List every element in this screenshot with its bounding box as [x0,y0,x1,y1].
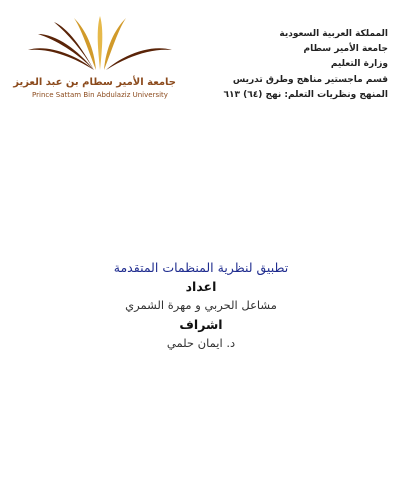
header-department: قسم ماجستير مناهج وطرق تدريس [232,74,388,85]
university-english-name: Prince Sattam Bin Abdulaziz University [32,91,168,99]
authors: مشاعل الحربي و مهرة الشمري [125,298,277,312]
university-logo-open-book-icon [24,16,176,76]
title-block [0,258,402,353]
prepared-by-label: اعداد [185,279,217,294]
header-country: المملكة العربية السعودية [279,29,388,39]
header-course: المنهج ونظريات التعلم: نهج (٦٤) ٦١٣ [223,89,388,100]
document-header [188,27,388,103]
header-ministry: وزارة التعليم [330,59,388,70]
supervisor: د. ايمان حلمي [166,336,236,350]
document-title: تطبيق لنظرية المنظمات المتقدمة [113,260,289,275]
supervision-label: اشراف [179,317,223,332]
university-logo [13,16,176,102]
header-university: جامعة الأمير سطام [303,44,388,55]
university-arabic-name: جامعة الأمير سطام بن عبد العزيز [13,77,176,88]
